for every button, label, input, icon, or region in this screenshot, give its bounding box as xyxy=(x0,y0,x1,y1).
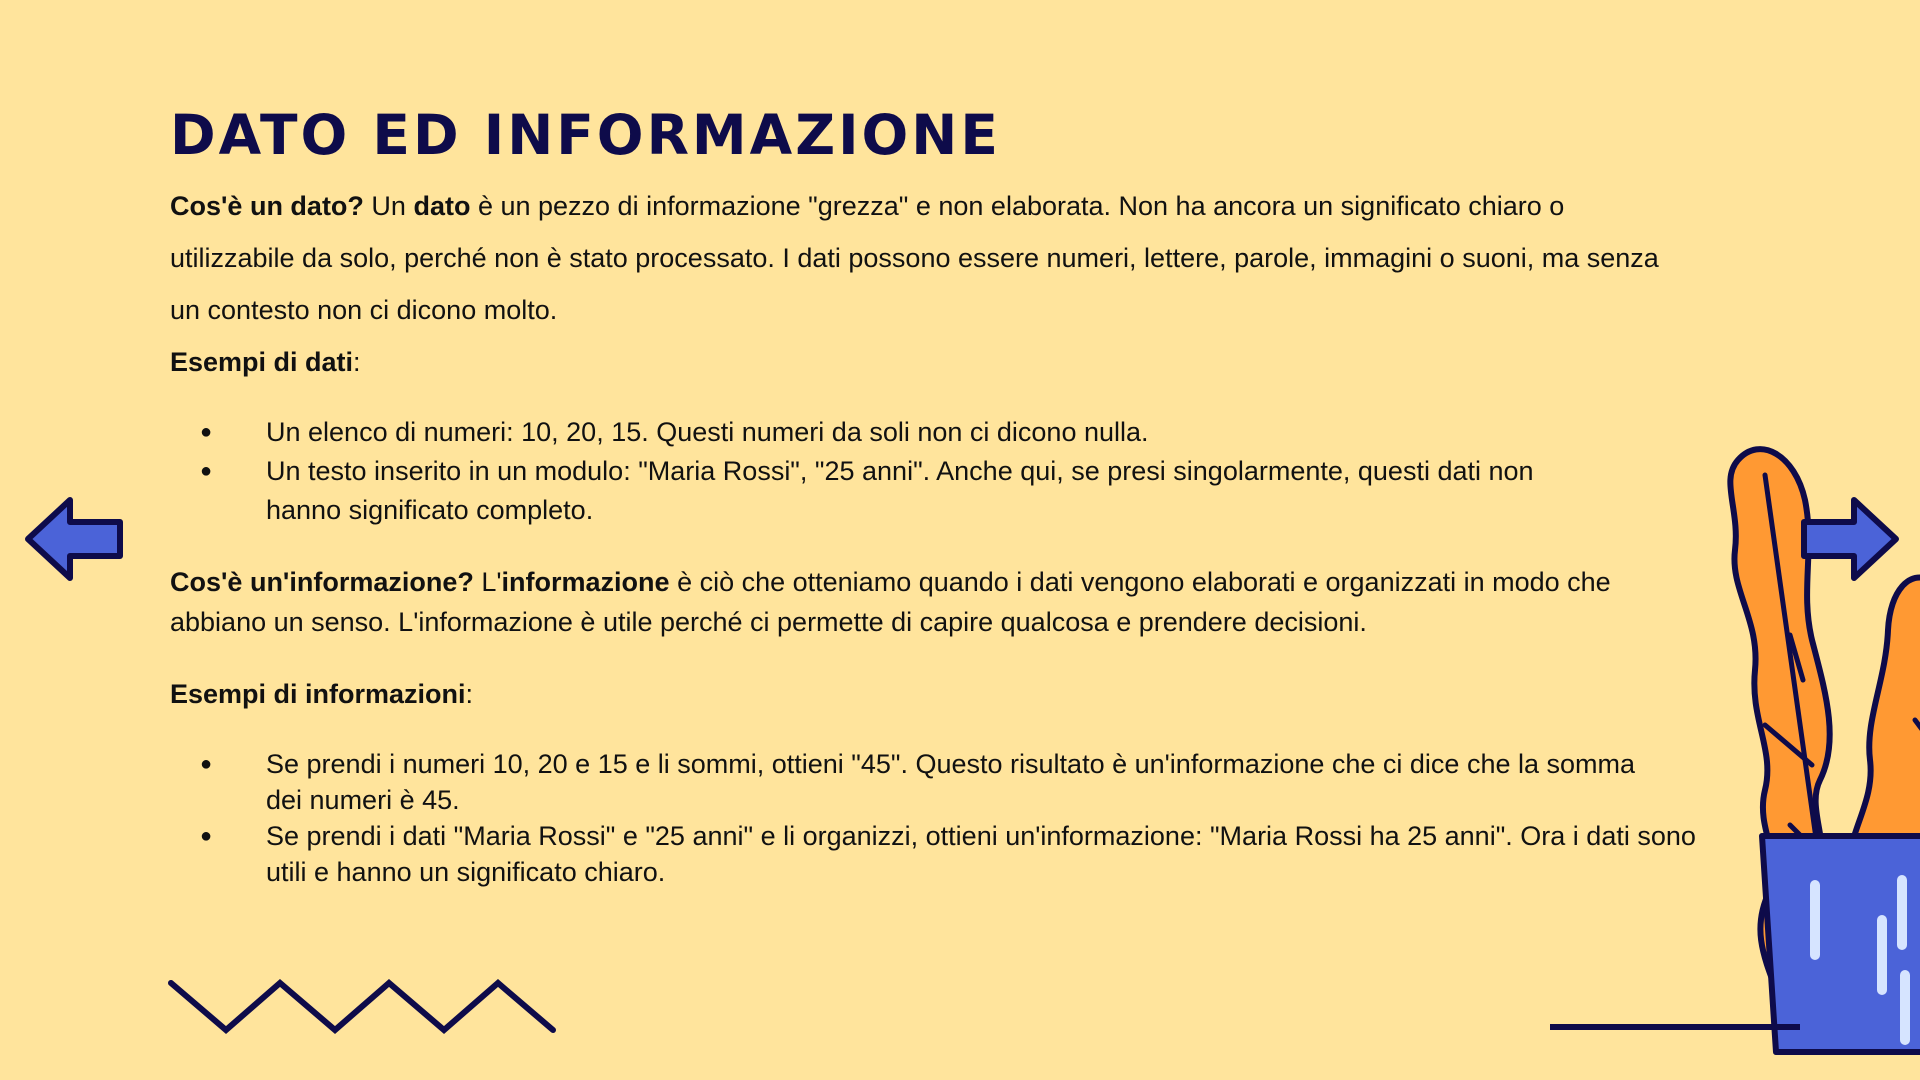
informazione-examples-label: Esempi di informazioni xyxy=(170,679,466,709)
arrow-left-icon[interactable] xyxy=(24,494,124,584)
dato-examples-list xyxy=(170,413,1650,530)
dato-definition xyxy=(170,180,1690,336)
informazione-text-before: L' xyxy=(473,567,502,597)
list-item: ● Se prendi i numeri 10, 20 e 15 e li sommi, ottieni "45". Questo risultato è un'informazione che ci dice che la somma dei numeri è 45. xyxy=(170,746,1700,818)
informazione-definition xyxy=(170,562,1690,642)
slide-title: DATO ED INFORMAZIONE xyxy=(170,103,1001,167)
informazione-examples-heading xyxy=(170,674,1700,714)
zigzag-decoration xyxy=(165,975,565,1035)
dato-question: Cos'è un dato? xyxy=(170,191,364,221)
list-item: ● Un testo inserito in un modulo: "Maria Rossi", "25 anni". Anche qui, se presi singolarmente, questi dati non hanno significato completo. xyxy=(170,452,1650,530)
dato-examples-label: Esempi di dati xyxy=(170,347,354,377)
informazione-examples-list xyxy=(170,746,1700,890)
dato-text-after: è un pezzo di informazione "grezza" e non elaborata. Non ha ancora un significato chiaro o utilizzabile da solo, perché non è stato processato. I dati possono essere numeri, lettere, parole, immagini o suoni, ma senza un contesto non ci dicono molto. xyxy=(170,191,1659,325)
floor-line xyxy=(1550,1024,1800,1030)
informazione-examples-colon: : xyxy=(465,679,474,709)
list-item: ● Un elenco di numeri: 10, 20, 15. Questi numeri da soli non ci dicono nulla. xyxy=(170,413,1650,452)
informazione-question: Cos'è un'informazione? xyxy=(170,567,474,597)
informazione-keyword: informazione xyxy=(501,567,670,597)
arrow-right-icon[interactable] xyxy=(1800,494,1900,584)
dato-text-before: Un xyxy=(363,191,414,221)
dato-examples-heading xyxy=(170,336,1700,388)
dato-examples-colon: : xyxy=(353,347,361,377)
dato-keyword: dato xyxy=(413,191,471,221)
informazione-text-after: è ciò che otteniamo quando i dati vengono elaborati e organizzati in modo che abbiano un senso. L'informazione è utile perché ci permette di capire qualcosa e prendere decisioni. xyxy=(170,567,1611,637)
list-item: ● Se prendi i dati "Maria Rossi" e "25 anni" e li organizzi, ottieni un'informazione: "Maria Rossi ha 25 anni". Ora i dati sono utili e hanno un significato chiaro. xyxy=(170,818,1700,890)
slide-content xyxy=(170,180,1700,890)
